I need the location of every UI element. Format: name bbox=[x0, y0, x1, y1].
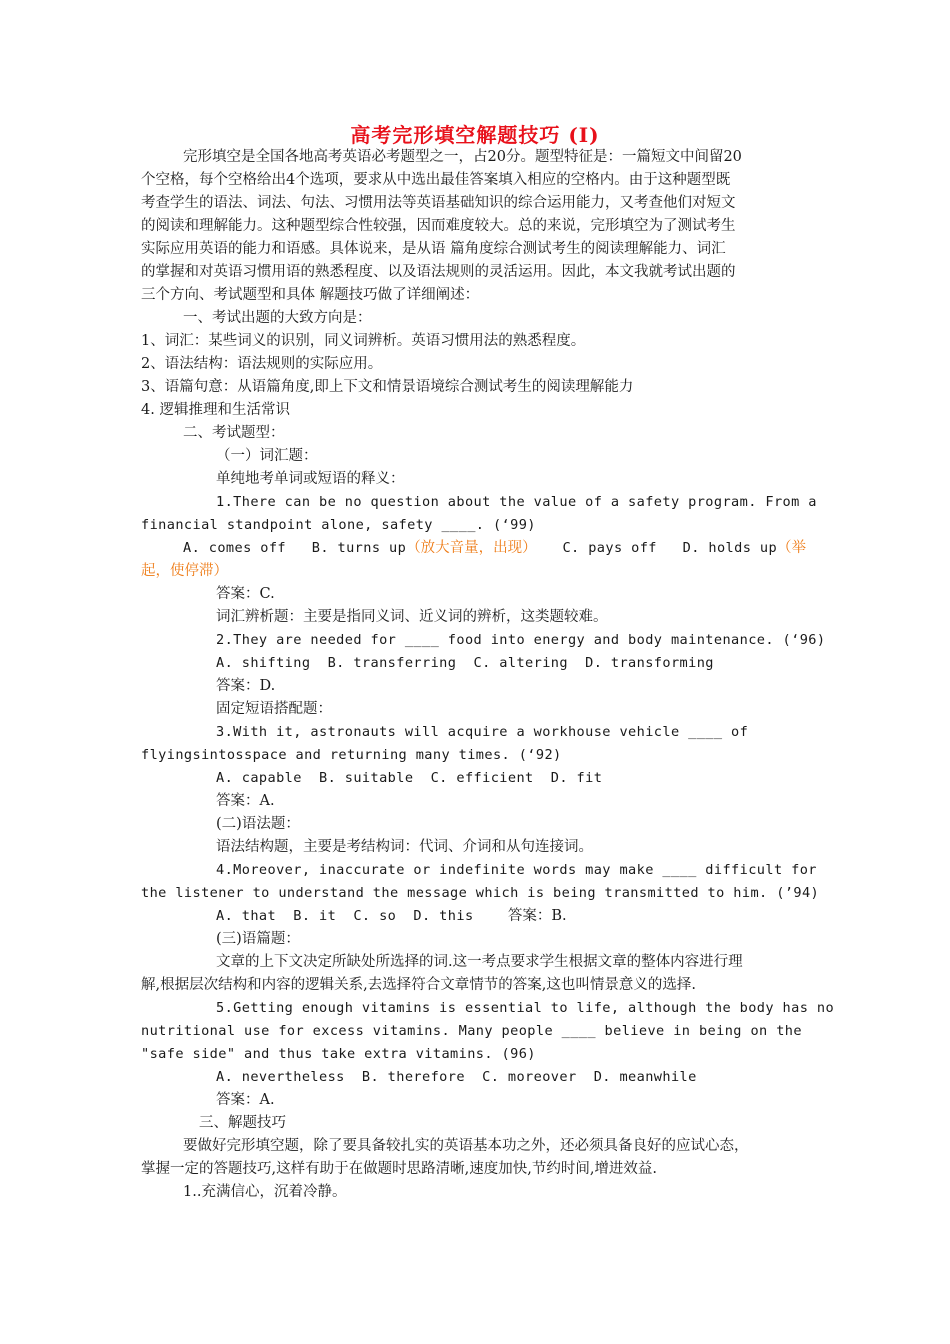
question-options bbox=[183, 537, 806, 560]
option-note: 起，使停滞） bbox=[141, 563, 228, 579]
section-heading: 三、解题技巧 bbox=[199, 1115, 286, 1131]
intro-line: 的掌握和对英语习惯用语的熟悉程度、以及语法规则的灵活运用。因此，本文我就考试出题的 bbox=[141, 264, 736, 280]
section-heading: 一、考试出题的大致方向是： bbox=[183, 310, 372, 326]
subsection-desc: 单纯地考单词或短语的释义： bbox=[216, 471, 405, 487]
question-text: 4.Moreover, inaccurate or indefinite words may make ____ difficult for bbox=[216, 862, 817, 878]
question-options bbox=[216, 905, 567, 928]
answer-text: 答案：B. bbox=[507, 908, 567, 924]
option-note: （举 bbox=[777, 540, 807, 556]
subsection-heading: （一）词汇题： bbox=[216, 448, 318, 464]
option-text: C. pays off D. holds up bbox=[536, 540, 778, 556]
intro-line: 个空格，每个空格给出4个选项，要求从中选出最佳答案填入相应的空格内。由于这种题型既 bbox=[141, 172, 731, 188]
option-note: （放大音量，出现） bbox=[406, 540, 537, 556]
question-text: 5.Getting enough vitamins is essential to life, although the body has no bbox=[216, 1000, 835, 1016]
question-text: financial standpoint alone, safety ____. (‘99) bbox=[141, 517, 536, 533]
subsection-desc: 固定短语搭配题： bbox=[216, 701, 332, 717]
question-text: flyingsintosspace and returning many times. (‘92) bbox=[141, 747, 562, 763]
question-text: nutritional use for excess vitamins. Many people ____ believe in being on the bbox=[141, 1023, 802, 1039]
answer-text: 答案：A. bbox=[216, 1092, 275, 1108]
intro-line: 实际应用英语的能力和语感。具体说来，是从语 篇角度综合测试考生的阅读理解能力、词汇 bbox=[141, 241, 726, 257]
option-text: A. comes off B. turns up bbox=[183, 540, 407, 556]
answer-text: 答案：C. bbox=[216, 586, 275, 602]
page-title: 高考完形填空解题技巧 (I) bbox=[350, 123, 600, 147]
option-text: A. that B. it C. so D. this bbox=[216, 908, 474, 924]
subsection-heading: (三)语篇题： bbox=[216, 931, 300, 947]
subsection-desc: 语法结构题，主要是考结构词：代词、介词和从句连接词。 bbox=[216, 839, 593, 855]
subsection-desc: 文章的上下文决定所缺处所选择的词.这一考点要求学生根据文章的整体内容进行理 bbox=[216, 954, 743, 970]
list-item: 3、语篇句意：从语篇角度,即上下文和情景语境综合测试考生的阅读理解能力 bbox=[141, 379, 634, 395]
question-text: 3.With it, astronauts will acquire a workhouse vehicle ____ of bbox=[216, 724, 749, 740]
question-options: A. shifting B. transferring C. altering D. transforming bbox=[216, 655, 714, 671]
subsection-heading: (二)语法题： bbox=[216, 816, 300, 832]
question-text: 1.There can be no question about the value of a safety program. From a bbox=[216, 494, 817, 510]
list-item: 4. 逻辑推理和生活常识 bbox=[141, 402, 290, 418]
intro-line: 考查学生的语法、词法、句法、习惯用法等英语基础知识的综合运用能力，又考查他们对短文 bbox=[141, 195, 736, 211]
answer-text: 答案：A. bbox=[216, 793, 275, 809]
answer-text: 答案：D. bbox=[216, 678, 276, 694]
intro-line: 的阅读和理解能力。这种题型综合性较强，因而难度较大。总的来说，完形填空为了测试考生 bbox=[141, 218, 736, 234]
tip-item: 1..充满信心，沉着冷静。 bbox=[183, 1184, 347, 1200]
question-options: A. capable B. suitable C. efficient D. fit bbox=[216, 770, 603, 786]
subsection-desc: 词汇辨析题：主要是指同义词、近义词的辨析，这类题较难。 bbox=[216, 609, 608, 625]
question-text: the listener to understand the message which is being transmitted to him. (’94) bbox=[141, 885, 820, 901]
intro-line: 三个方向、考试题型和具体 解题技巧做了详细阐述： bbox=[141, 287, 480, 303]
subsection-desc: 解,根据层次结构和内容的逻辑关系,去选择符合文章情节的答案,这也叫情景意义的选择. bbox=[141, 977, 696, 993]
question-text: 2.They are needed for ____ food into energy and body maintenance. (‘96) bbox=[216, 632, 826, 648]
list-item: 2、语法结构：语法规则的实际应用。 bbox=[141, 356, 383, 372]
paragraph-line: 掌握一定的答题技巧,这样有助于在做题时思路清晰,速度加快,节约时间,增进效益. bbox=[141, 1161, 658, 1177]
question-text: "safe side" and thus take extra vitamins. (96) bbox=[141, 1046, 536, 1062]
section-heading: 二、考试题型： bbox=[183, 425, 285, 441]
question-options: A. nevertheless B. therefore C. moreover D. meanwhile bbox=[216, 1069, 697, 1085]
intro-line: 完形填空是全国各地高考英语必考题型之一，占20分。题型特征是：一篇短文中间留20 bbox=[183, 149, 742, 165]
paragraph-line: 要做好完形填空题，除了要具备较扎实的英语基本功之外，还必须具备良好的应试心态， bbox=[183, 1138, 749, 1154]
list-item: 1、词汇：某些词义的识别，同义词辨析。英语习惯用法的熟悉程度。 bbox=[141, 333, 586, 349]
